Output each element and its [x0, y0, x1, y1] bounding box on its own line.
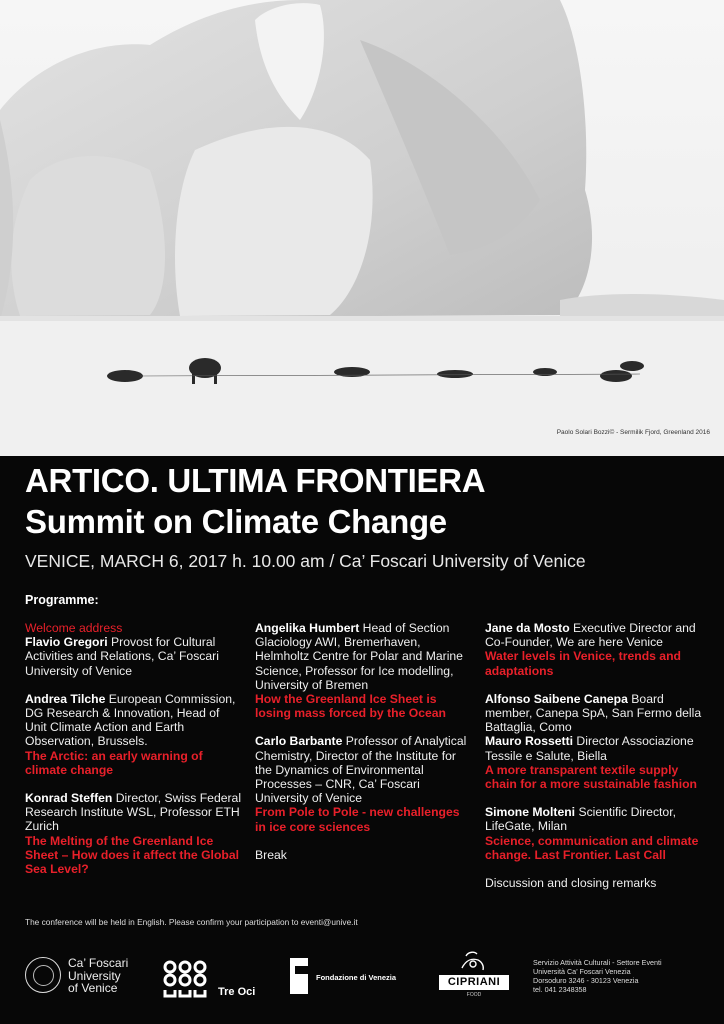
cipriani-logo: [436, 950, 516, 1010]
cafoscari-line: Ca’ Foscari: [68, 956, 129, 970]
programme-column-3: [485, 621, 705, 904]
cafoscari-line: of Venice: [68, 981, 118, 995]
footer-note: The conference will be held in English. Please confirm your participation to eventi@unive.it: [25, 917, 358, 927]
speaker-role: Professor of Analytical Chemistry, Director of the Institute for the Dynamics of Environmental Processes – CNR, Ca’ Foscari University of Venice: [255, 734, 467, 806]
fondazione-logo: [290, 958, 430, 998]
speaker-role: Director Associazione Tessile e Salute, Biella: [485, 734, 694, 763]
speaker-role: Scientific Director, LifeGate, Milan: [485, 805, 676, 834]
speaker-name: Alfonso Saibene Canepa: [485, 691, 628, 706]
speaker-name: Angelika Humbert: [255, 621, 360, 635]
cafoscari-wordmark: [68, 957, 128, 995]
cover-photo: [0, 0, 724, 456]
programme-entry: [255, 621, 470, 720]
tre-oci-logo: [163, 960, 263, 1002]
speaker-role: European Commission, DG Research & Innovation, Head of Unit Climate Action and Earth Observation, Brussels.: [25, 691, 236, 749]
talk-title: From Pole to Pole - new challenges in ice core sciences: [255, 805, 460, 834]
contact-info: [533, 958, 662, 994]
speaker-role: Director, Swiss Federal Research Institute WSL, Professor ETH Zurich: [25, 791, 242, 834]
welcome-label: Welcome address: [25, 621, 123, 635]
event-date-venue: VENICE, MARCH 6, 2017 h. 10.00 am / Ca’ Foscari University of Venice: [25, 551, 586, 571]
talk-title: How the Greenland Ice Sheet is losing mass forced by the Ocean: [255, 692, 446, 721]
speaker-role: Executive Director and Co-Founder, We are here Venice: [485, 621, 696, 650]
programme-heading: Programme:: [25, 593, 99, 607]
speaker-name: Mauro Rossetti: [485, 734, 574, 749]
tre-oci-mark-icon: [163, 960, 207, 998]
programme-entry: [485, 805, 705, 862]
closing-label: Discussion and closing remarks: [485, 876, 657, 891]
programme-entry: [485, 621, 705, 678]
cipriani-wordmark: CIPRIANI: [439, 975, 509, 990]
title-line-2: Summit on Climate Change: [25, 503, 447, 540]
cipriani-emblem-icon: [458, 950, 488, 974]
programme-entry: [25, 791, 243, 876]
talk-title: The Melting of the Greenland Ice Sheet – How does it affect the Global Sea Level?: [25, 833, 239, 877]
break-label: Break: [255, 847, 287, 862]
programme-entry: [25, 621, 243, 678]
fondazione-mark-icon: [290, 958, 308, 994]
fondazione-wordmark: Fondazione di Venezia: [316, 973, 397, 982]
contact-line: Servizio Attività Culturali - Settore Eventi: [533, 958, 662, 967]
contact-phone: tel. 041 2348358: [533, 985, 587, 994]
iceberg-photo: [0, 0, 724, 456]
speaker-role: Provost for Cultural Activities and Relations, Ca’ Foscari University of Venice: [25, 635, 219, 678]
programme-entry: [485, 692, 705, 791]
tre-oci-wordmark: Tre Oci: [218, 986, 256, 998]
contact-line: Dorsoduro 3246 - 30123 Venezia: [533, 976, 639, 985]
programme-column-2: [255, 621, 470, 876]
university-seal-icon: [25, 957, 61, 993]
speaker-name: Carlo Barbante: [255, 734, 343, 749]
programme-entry: [25, 692, 243, 777]
talk-title: A more transparent textile supply chain for a more sustainable fashion: [485, 762, 697, 792]
speaker-name: Jane da Mosto: [485, 621, 570, 635]
speaker-name: Simone Molteni: [485, 805, 576, 820]
contact-line: Università Ca’ Foscari Venezia: [533, 967, 631, 976]
speaker-name: Flavio Gregori: [25, 635, 108, 650]
speaker-role: Board member, Canepa SpA, San Fermo della Battaglia, Como: [485, 691, 702, 735]
title-line-1: ARTICO. ULTIMA FRONTIERA: [25, 462, 486, 499]
photo-credit: Paolo Solari Bozzi© - Sermilik Fjord, Greenland 2016: [556, 429, 710, 436]
speaker-name: Andrea Tilche: [25, 691, 106, 706]
cipriani-subline: FOOD: [466, 992, 482, 998]
programme-column-1: [25, 621, 243, 890]
cafoscari-line: University: [68, 968, 121, 983]
talk-title: Science, communication and climate change. Last Frontier. Last Call: [485, 833, 699, 862]
programme-entry: [255, 848, 470, 862]
cafoscari-logo: [25, 955, 140, 1005]
speaker-role: Head of Section Glaciology AWI, Bremerhaven, Helmholtz Centre for Polar and Marine Science, Professor for Ice modelling, University of Bremen: [255, 621, 463, 692]
speaker-name: Konrad Steffen: [25, 791, 113, 806]
programme-entry: [255, 734, 470, 833]
talk-title: The Arctic: an early warning of climate change: [25, 748, 203, 777]
programme-entry: [485, 876, 705, 890]
talk-title: Water levels in Venice, trends and adaptations: [485, 649, 681, 678]
